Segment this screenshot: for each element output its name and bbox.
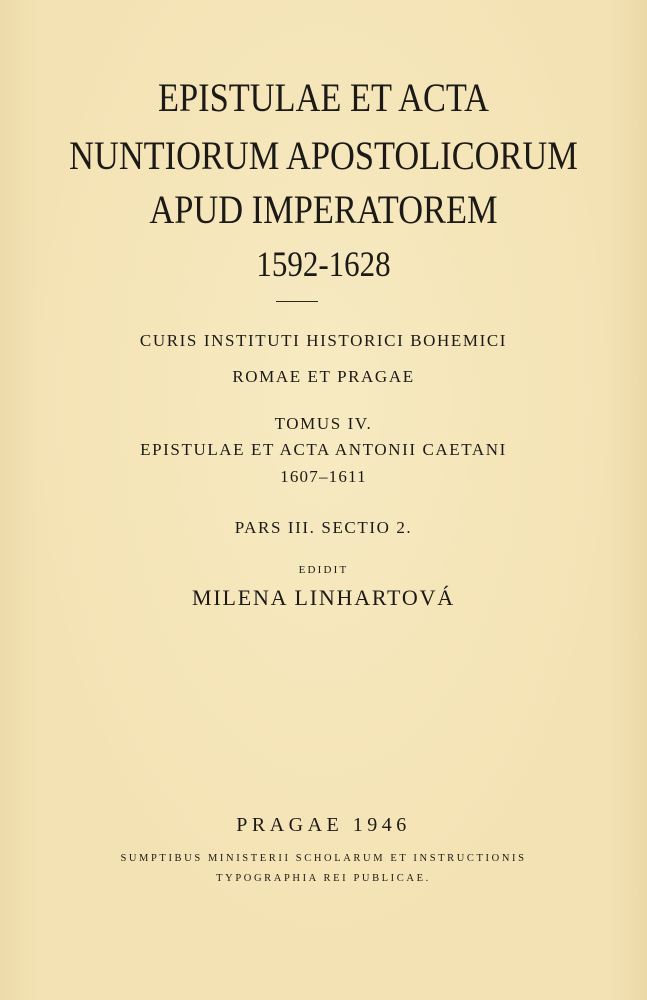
- volume-title: EPISTULAE ET ACTA ANTONII CAETANI: [140, 440, 507, 459]
- title-divider: [276, 301, 318, 302]
- volume-years: 1607–1611: [280, 467, 367, 486]
- main-title-line-3: APUD IMPERATOREM: [149, 187, 498, 232]
- main-title-line-1: EPISTULAE ET ACTA: [157, 75, 490, 120]
- editor-name: MILENA LINHARTOVÁ: [192, 585, 455, 610]
- volume-number: TOMUS IV.: [274, 414, 373, 433]
- imprint-printer: TYPOGRAPHIA REI PUBLICAE.: [216, 873, 431, 884]
- main-title-years: 1592-1628: [256, 244, 391, 284]
- imprint-sponsor: SUMPTIBUS MINISTERII SCHOLARUM ET INSTRUCTIONIS: [120, 853, 527, 864]
- part-section: PARS III. SECTIO 2.: [234, 518, 413, 537]
- main-title-line-2: NUNTIORUM APOSTOLICORUM: [69, 133, 578, 178]
- imprint-place-year: PRAGAE 1946: [236, 814, 411, 836]
- edidit-label: EDIDIT: [298, 564, 349, 576]
- series-credit-line-2: ROMAE ET PRAGAE: [232, 367, 415, 386]
- series-credit-line-1: CURIS INSTITUTI HISTORICI BOHEMICI: [139, 331, 508, 350]
